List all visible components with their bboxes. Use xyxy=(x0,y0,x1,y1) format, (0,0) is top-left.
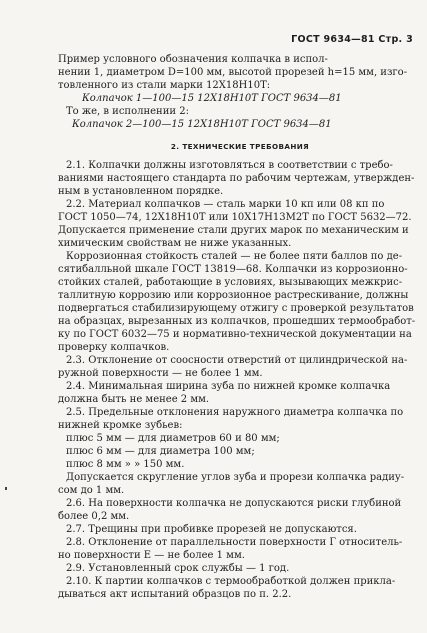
text-line: Коррозионная стойкость сталей — не более пяти баллов по де- xyxy=(66,251,403,262)
text-line: нижней кромке зубьев: xyxy=(58,420,183,431)
margin-mark xyxy=(5,487,7,490)
text-line: подвергаться стабилизирующему отжигу с проверкой результатов xyxy=(58,303,414,314)
text-line: стойких сталей, работающие в условиях, вызывающих межкрис- xyxy=(58,277,403,288)
text-line: Пример условного обозначения колпачка в испол- xyxy=(58,54,328,65)
text-line: товленного из стали марки 12Х18Н10Т: xyxy=(58,80,271,91)
text-line: 2.4. Минимальная ширина зуба по нижней кромке колпачка xyxy=(66,381,391,392)
text-line: 2.10. К партии колпачков с термообработкой должен прикла- xyxy=(66,576,396,587)
text-line: То же, в исполнении 2: xyxy=(66,106,189,117)
section-title: 2. ТЕХНИЧЕСКИЕ ТРЕБОВАНИЯ xyxy=(170,142,310,151)
text-line: 2.3. Отклонение от соосности отверстий от цилиндрической на- xyxy=(66,355,408,366)
requirements-text xyxy=(58,159,422,601)
running-header: ГОСТ 9634—81 Стр. 3 xyxy=(291,34,413,45)
text-line: ГОСТ 1050—74, 12Х18Н10Т или 10Х17Н13М2Т по ГОСТ 5632—72. xyxy=(58,212,412,223)
text-line: химическим свойствам не ниже указанных. xyxy=(58,238,292,249)
text-line: но поверхности Е — не более 1 мм. xyxy=(58,550,245,561)
text-line: 2.9. Установленный срок службы — 1 год. xyxy=(66,563,290,574)
text-line: Допускается скругление углов зуба и прорези колпачка радиу- xyxy=(66,472,405,483)
designation-example-block xyxy=(58,53,422,131)
text-line: ным в установленном порядке. xyxy=(58,186,224,197)
text-line: более 0,2 мм. xyxy=(58,511,130,522)
text-line: таллитную коррозию или коррозионное растрескивание, должны xyxy=(58,290,409,301)
text-line: 2.8. Отклонение от параллельности поверхности Г относитель- xyxy=(66,537,403,548)
text-line: плюс 8 мм » » 150 мм. xyxy=(66,459,185,470)
text-line: дываться акт испытаний образцов по п. 2.2. xyxy=(58,589,292,600)
text-line: ку по ГОСТ 6032—75 и нормативно-технической документации на xyxy=(58,329,412,340)
text-line: ружной поверхности — не более 1 мм. xyxy=(58,368,263,379)
text-line: сятибалльной шкале ГОСТ 13819—68. Колпачки из коррозионно- xyxy=(58,264,408,275)
text-line: 2.5. Предельные отклонения наружного диаметра колпачка по xyxy=(66,407,404,418)
text-line: 2.7. Трещины при пробивке прорезей не допускаются. xyxy=(66,524,357,535)
page-body xyxy=(58,53,422,601)
text-line: ваниями настоящего стандарта по рабочим чертежам, утвержден- xyxy=(58,173,415,184)
text-line: проверку колпачков. xyxy=(58,342,170,353)
text-line: на образцах, вырезанных из колпачков, прошедших термообработ- xyxy=(58,316,416,327)
text-line: Допускается применение стали других марок по механическим и xyxy=(58,225,409,236)
text-line: должна быть не менее 2 мм. xyxy=(58,394,210,405)
text-line: 2.2. Материал колпачков — сталь марки 10 кп или 08 кп по xyxy=(66,199,385,210)
text-line: Колпачок 2—100—15 12Х18Н10Т ГОСТ 9634—81 xyxy=(72,119,332,130)
text-line: Колпачок 1—100—15 12Х18Н10Т ГОСТ 9634—81 xyxy=(82,93,342,104)
text-line: сом до 1 мм. xyxy=(58,485,125,496)
text-line: нении 1, диаметром D=100 мм, высотой прорезей h=15 мм, изго- xyxy=(58,67,408,78)
text-line: 2.6. На поверхности колпачка не допускаются риски глубиной xyxy=(66,498,402,509)
text-line: плюс 6 мм — для диаметра 100 мм; xyxy=(66,446,255,457)
text-line: 2.1. Колпачки должны изготовляться в соответствии с требо- xyxy=(66,160,393,171)
text-line: плюс 5 мм — для диаметров 60 и 80 мм; xyxy=(66,433,280,444)
